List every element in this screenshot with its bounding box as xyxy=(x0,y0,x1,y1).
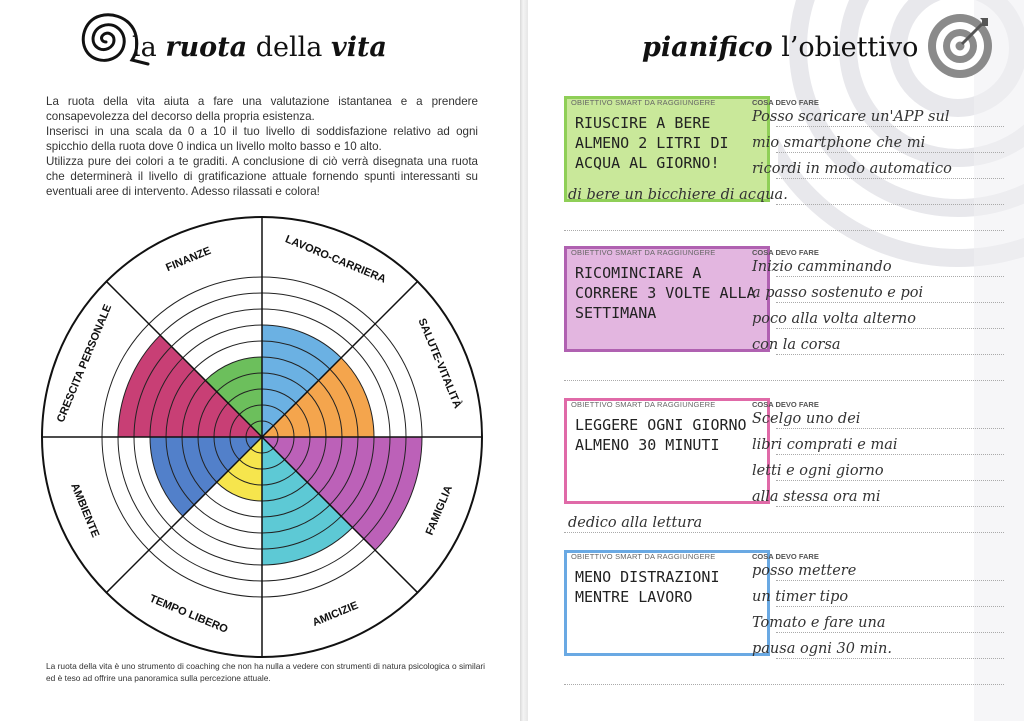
action-label: COSA DEVO FARE xyxy=(752,248,819,257)
action-text-line: libri comprati e mai xyxy=(752,437,898,453)
wheel-label: LAVORO-CARRIERA xyxy=(283,233,388,286)
wheel-label: CRESCITA PERSONALE xyxy=(54,302,115,425)
writing-line xyxy=(564,380,1004,381)
page-title: la ruota della vita xyxy=(132,32,387,63)
right-page xyxy=(528,0,1024,721)
action-label: COSA DEVO FARE xyxy=(752,98,819,107)
goal-box xyxy=(564,398,770,504)
goal-text: RICOMINCIARE A CORRERE 3 VOLTE ALLA SETTIMANA xyxy=(575,264,756,322)
action-text-line: ricordi in modo automatico xyxy=(752,161,952,177)
action-text-line: dedico alla lettura xyxy=(568,515,703,531)
footnote: La ruota della vita è uno strumento di coaching che non ha nulla a vedere con strumenti di natura psicologica o similari ed è teso ad offrire una panoramica sulla percezione attuale. xyxy=(46,661,486,683)
goal-box-label: OBIETTIVO SMART DA RAGGIUNGERE xyxy=(571,248,716,257)
wheel-label: TEMPO LIBERO xyxy=(147,592,230,636)
action-text-line: alla stessa ora mi xyxy=(752,489,881,505)
action-text-line: poco alla volta alterno xyxy=(752,311,916,327)
wheel-label: SALUTE-VITALITÀ xyxy=(415,316,464,411)
action-text-line: Scelgo uno dei xyxy=(752,411,861,427)
goal-box xyxy=(564,246,770,352)
wheel-label: AMBIENTE xyxy=(68,481,102,540)
action-text-line: a passo sostenuto e poi xyxy=(752,285,924,301)
book-gutter xyxy=(520,0,528,721)
action-text-line: letti e ogni giorno xyxy=(752,463,884,479)
goal-box xyxy=(564,550,770,656)
goal-box-label: OBIETTIVO SMART DA RAGGIUNGERE xyxy=(571,98,716,107)
intro-paragraph: Inserisci in una scala da 0 a 10 il tuo livello di soddisfazione relativo ad ogni spicchio della ruota dove 0 indica un livello molto basso e 10 alto. xyxy=(46,125,478,153)
target-icon xyxy=(926,12,994,80)
action-text-line: Posso scaricare un'APP sul xyxy=(752,109,950,125)
page-title: pianifico l’obiettivo xyxy=(642,32,919,63)
life-wheel xyxy=(0,0,520,660)
action-text-line: con la corsa xyxy=(752,337,841,353)
wheel-label: AMICIZIE xyxy=(310,599,361,630)
goal-text: MENO DISTRAZIONI MENTRE LAVORO xyxy=(575,568,720,606)
writing-line xyxy=(776,204,1004,205)
action-label: COSA DEVO FARE xyxy=(752,400,819,409)
action-text-line: Tomato e fare una xyxy=(752,615,886,631)
action-text-line: un timer tipo xyxy=(752,589,849,605)
wheel-label: FAMIGLIA xyxy=(423,483,455,538)
goal-box-label: OBIETTIVO SMART DA RAGGIUNGERE xyxy=(571,400,716,409)
action-text-line: posso mettere xyxy=(752,563,857,579)
action-text-line: mio smartphone che mi xyxy=(752,135,926,151)
writing-line xyxy=(564,230,1004,231)
action-text-line: di bere un bicchiere di acqua. xyxy=(568,187,788,203)
intro-paragraph: Utilizza pure dei colori a te graditi. A conclusione di ciò verrà disegnata una ruota che determinerà il livello di gratificazione attuale fornendo spunti interessanti su eventuali aree di intervento. Adesso rilassati e colora! xyxy=(46,155,478,198)
wheel-label: FINANZE xyxy=(164,244,213,275)
action-text-line: pausa ogni 30 min. xyxy=(752,641,892,657)
goal-box-label: OBIETTIVO SMART DA RAGGIUNGERE xyxy=(571,552,716,561)
action-text-line: Inizio camminando xyxy=(752,259,892,275)
goal-text: RIUSCIRE A BERE ALMENO 2 LITRI DI ACQUA AL GIORNO! xyxy=(575,114,729,172)
goal-text: LEGGERE OGNI GIORNO ALMENO 30 MINUTI xyxy=(575,416,747,454)
writing-line xyxy=(564,684,1004,685)
action-label: COSA DEVO FARE xyxy=(752,552,819,561)
intro-paragraph: La ruota della vita aiuta a fare una valutazione istantanea e a prendere consapevolezza del decorso della propria esistenza. xyxy=(46,95,478,123)
